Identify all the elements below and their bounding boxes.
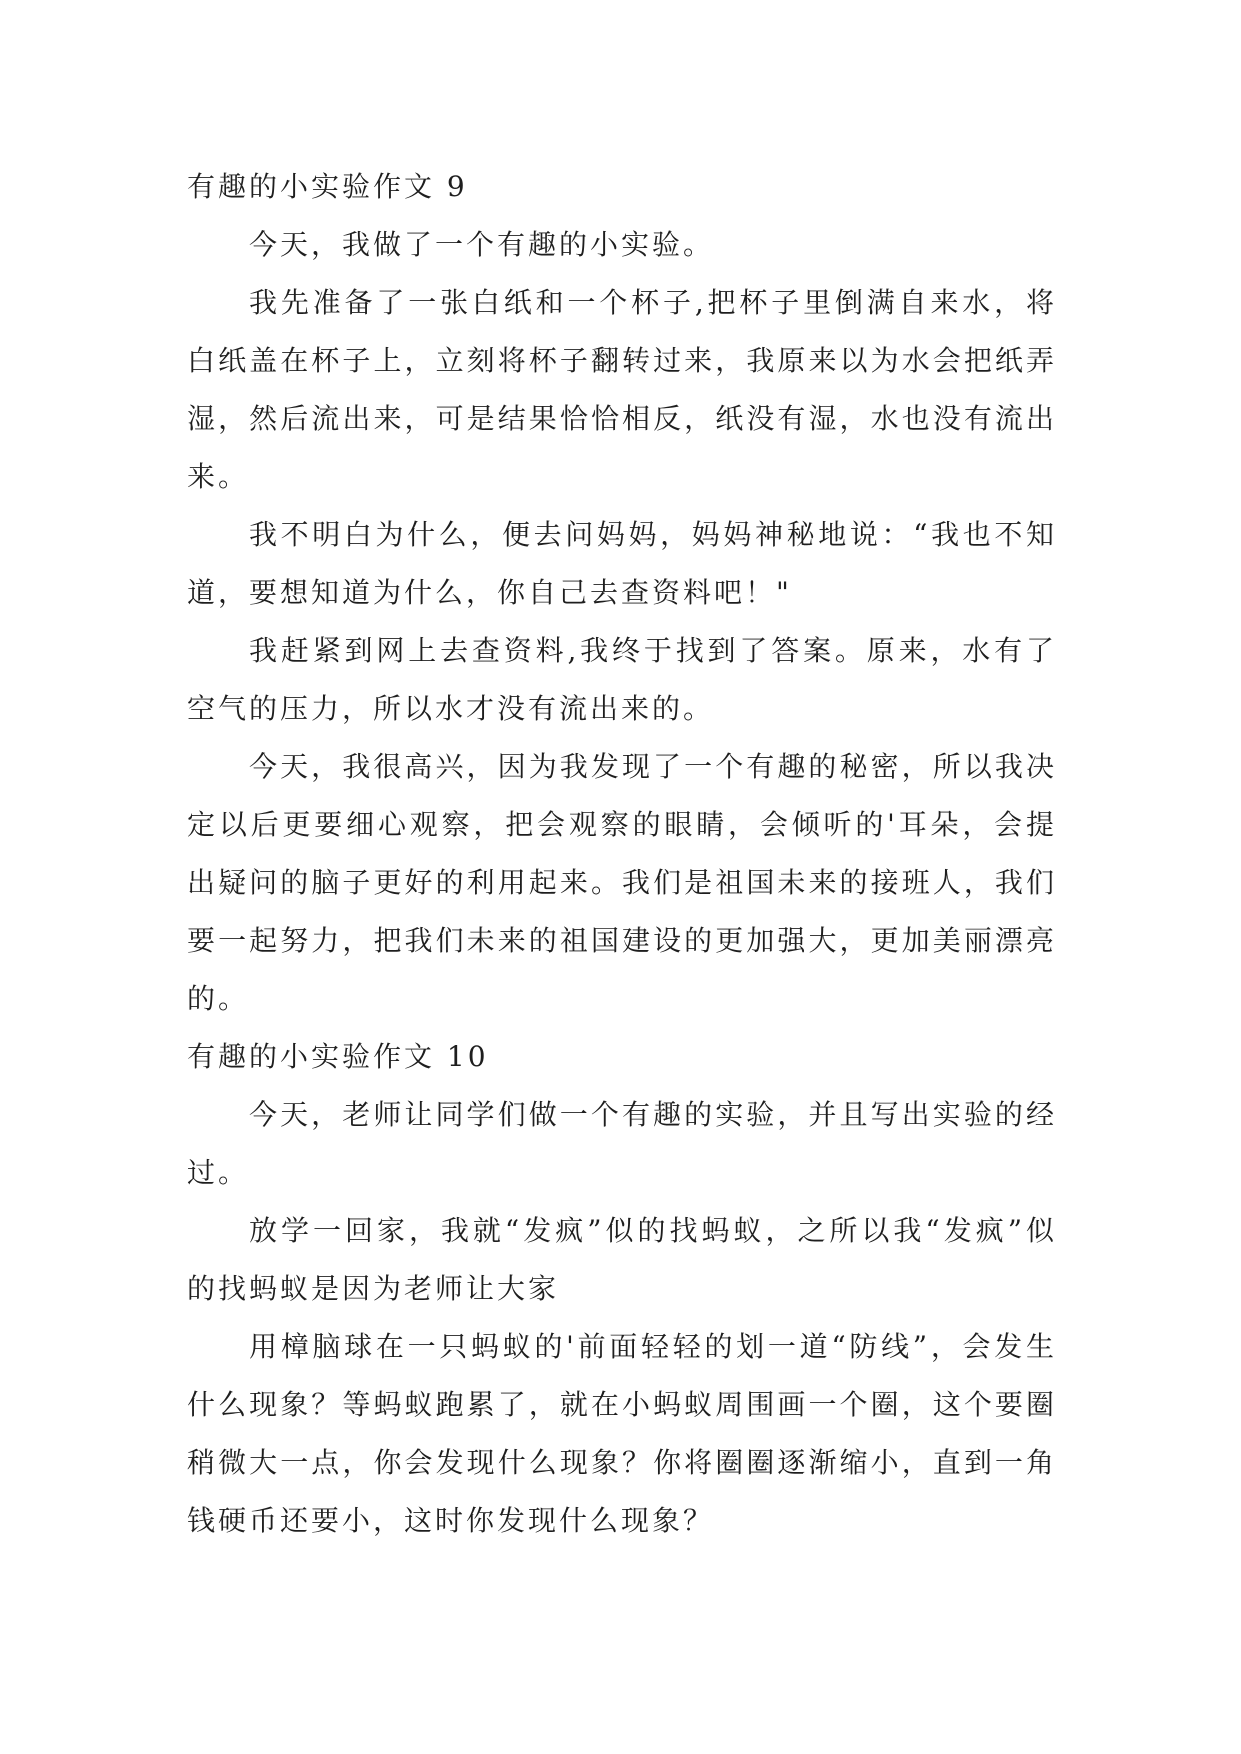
- paragraph: 今天，老师让同学们做一个有趣的实验，并且写出实验的经过。: [187, 1098, 1057, 1189]
- paragraph: 我不明白为什么，便去问妈妈，妈妈神秘地说：“我也不知道，要想知道为什么，你自己去查资料吧！": [187, 518, 1057, 609]
- paragraph: 我先准备了一张白纸和一个杯子,把杯子里倒满自来水，将白纸盖在杯子上，立刻将杯子翻转过来，我原来以为水会把纸弄湿，然后流出来，可是结果恰恰相反，纸没有湿，水也没有流出来。: [187, 286, 1057, 493]
- section-title: 有趣的小实验作文 10: [187, 1040, 489, 1073]
- paragraph: 今天，我做了一个有趣的小实验。: [249, 228, 715, 261]
- section-title: 有趣的小实验作文 9: [187, 170, 468, 203]
- paragraph: 用樟脑球在一只蚂蚁的'前面轻轻的划一道“防线”，会发生什么现象？等蚂蚁跑累了，就在小蚂蚁周围画一个圈，这个要圈稍微大一点，你会发现什么现象？你将圈圈逐渐缩小，直到一角钱硬币还要小，这时你发现什么现象？: [187, 1330, 1057, 1537]
- paragraph: 今天，我很高兴，因为我发现了一个有趣的秘密，所以我决定以后更要细心观察，把会观察的眼睛，会倾听的'耳朵，会提出疑问的脑子更好的利用起来。我们是祖国未来的接班人，我们要一起努力，把我们未来的祖国建设的更加强大，更加美丽漂亮的。: [187, 750, 1057, 1015]
- document-body: [187, 158, 1057, 1550]
- paragraph: 放学一回家，我就“发疯”似的找蚂蚁，之所以我“发疯”似的找蚂蚁是因为老师让大家: [187, 1214, 1057, 1305]
- paragraph: 我赶紧到网上去查资料,我终于找到了答案。原来，水有了空气的压力，所以水才没有流出来的。: [187, 634, 1057, 725]
